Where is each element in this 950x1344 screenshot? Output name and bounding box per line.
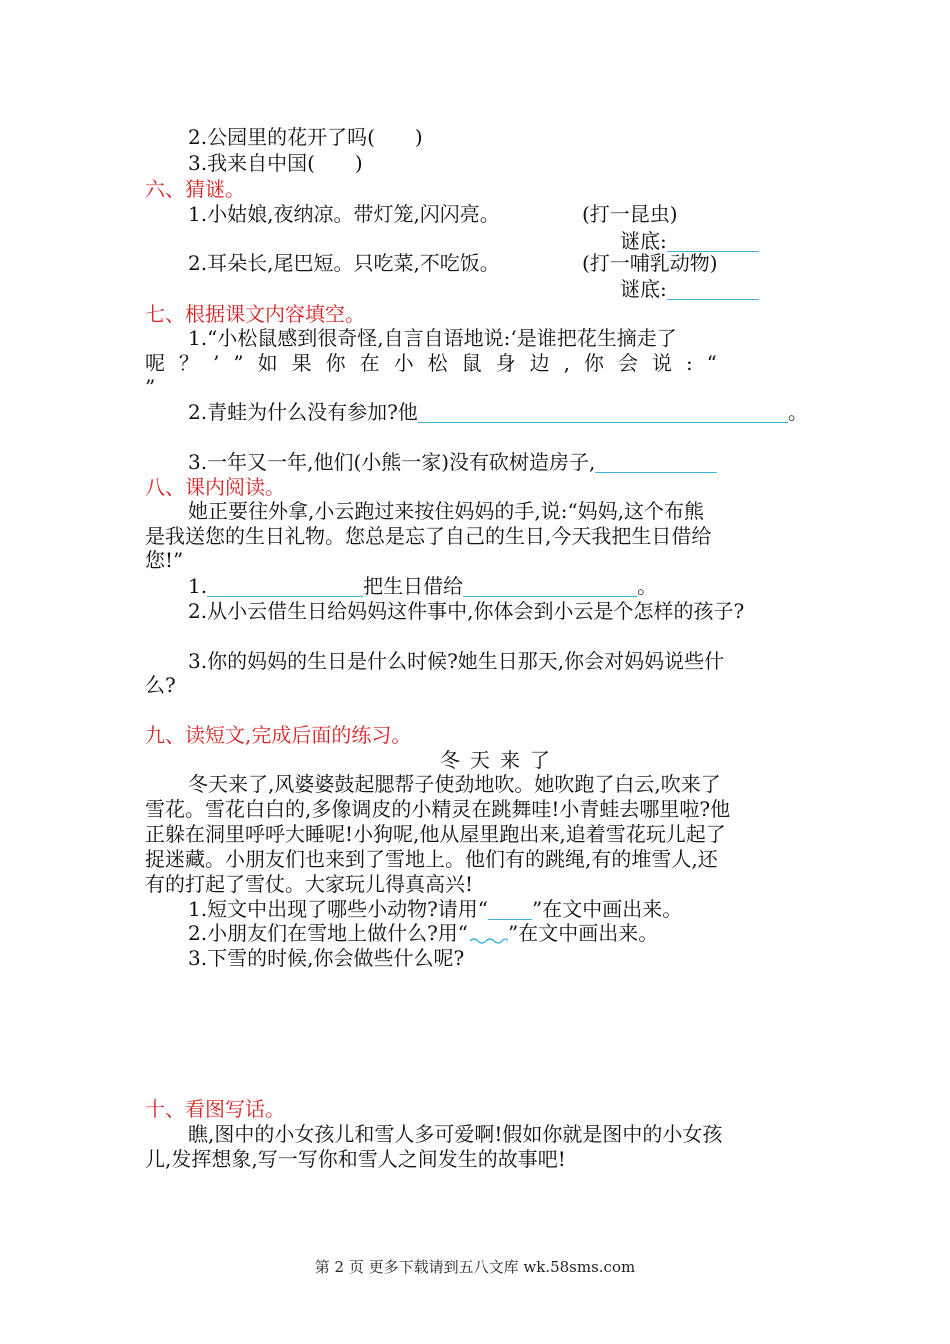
q2-text-b: ”在文中画出来。 — [508, 921, 659, 945]
section-9-heading: 九、读短文,完成后面的练习。 — [145, 723, 412, 747]
q1-end: 。 — [637, 574, 658, 598]
passage-q3: 3.下雪的时候,你会做些什么呢? — [188, 946, 465, 970]
q2-text-a: 2.小朋友们在雪地上做什么?用“ — [188, 921, 469, 945]
passage-title: 冬天来了 — [440, 748, 560, 772]
answer-label: 谜底: — [620, 277, 667, 301]
reading-8-line-1: 她正要往外拿,小云跑过来按住妈妈的手,说:“妈妈,这个布熊 — [188, 499, 705, 523]
section-10-heading: 十、看图写话。 — [145, 1097, 285, 1121]
page-footer: 第 2 页 更多下载请到五八文库 wk.58sms.com — [314, 1258, 636, 1276]
straight-underline-mark — [488, 899, 532, 920]
q1-text-a: 1.短文中出现了哪些小动物?请用“ — [188, 897, 489, 921]
fill-2 — [188, 399, 808, 425]
passage-line-1: 冬天来了,风婆婆鼓起腮帮子使劲地吹。她吹跑了白云,吹来了 — [188, 772, 721, 796]
fill-3 — [188, 449, 717, 475]
writing-prompt-line-2: 儿,发挥想象,写一写你和雪人之间发生的故事吧! — [145, 1147, 566, 1171]
passage-q1 — [188, 896, 682, 922]
passage-line-4: 捉迷藏。小朋友们也来到了雪地上。他们有的跳绳,有的堆雪人,还 — [145, 847, 718, 871]
section-8-heading: 八、课内阅读。 — [145, 475, 285, 499]
section-6-heading: 六、猜谜。 — [145, 177, 245, 201]
fill-2-text: 2.青蛙为什么没有参加?他 — [188, 400, 418, 424]
answer-blank[interactable] — [667, 279, 759, 300]
reading-8-q2: 2.从小云借生日给妈妈这件事中,你体会到小云是个怎样的孩子? — [188, 599, 745, 623]
q1-number: 1. — [188, 574, 208, 598]
answer-blank[interactable] — [667, 231, 759, 252]
q1-blank-b[interactable] — [463, 576, 637, 597]
riddle-2-answer — [620, 276, 759, 302]
q1-blank-a[interactable] — [207, 576, 363, 597]
reading-8-line-3: 您!” — [145, 548, 184, 572]
answer-label: 谜底: — [620, 229, 667, 253]
passage-line-2: 雪花。雪花白白的,多像调皮的小精灵在跳舞哇!小青蛙去哪里啦?他 — [145, 797, 731, 821]
reading-8-line-2: 是我送您的生日礼物。您总是忘了自己的生日,今天我把生日借给 — [145, 524, 712, 548]
fill-1-line-3: ” — [145, 375, 156, 399]
writing-prompt-line-1: 瞧,图中的小女孩儿和雪人多可爱啊!假如你就是图中的小女孩 — [188, 1122, 723, 1146]
reading-8-q1 — [188, 573, 657, 599]
q1-mid: 把生日借给 — [363, 574, 464, 598]
section-7-heading: 七、根据课文内容填空。 — [145, 302, 365, 326]
s5-question-3: 3.我来自中国( ) — [188, 151, 363, 175]
passage-line-5: 有的打起了雪仗。大家玩儿得真高兴! — [145, 872, 474, 896]
passage-line-3: 正躲在洞里呼呼大睡呢!小狗呢,他从屋里跑出来,追着雪花玩儿起了 — [145, 822, 726, 846]
q1-text-b: ”在文中画出来。 — [532, 897, 683, 921]
fill-2-blank[interactable] — [418, 402, 788, 423]
reading-8-q3-line-2: 么? — [145, 673, 176, 697]
riddle-1-hint: (打一昆虫) — [582, 202, 678, 226]
riddle-1: 1.小姑娘,夜纳凉。带灯笼,闪闪亮。 — [188, 202, 500, 226]
fill-1-line-2: 呢？’”如果你在小松鼠身边,你会说:“ — [145, 351, 731, 375]
fill-1-line-1: 1.“小松鼠感到很奇怪,自言自语地说:‘是谁把花生摘走了 — [188, 326, 677, 350]
riddle-2-hint: (打一哺乳动物) — [582, 251, 718, 275]
s5-question-2: 2.公园里的花开了吗( ) — [188, 125, 423, 149]
fill-2-end: 。 — [787, 400, 808, 424]
passage-q2 — [188, 920, 658, 946]
reading-8-q3-line-1: 3.你的妈妈的生日是什么时候?她生日那天,你会对妈妈说些什 — [188, 649, 725, 673]
wavy-underline-icon — [468, 924, 508, 944]
fill-3-text: 3.一年又一年,他们(小熊一家)没有砍树造房子, — [188, 450, 596, 474]
fill-3-blank[interactable] — [595, 452, 717, 473]
riddle-2: 2.耳朵长,尾巴短。只吃菜,不吃饭。 — [188, 251, 500, 275]
